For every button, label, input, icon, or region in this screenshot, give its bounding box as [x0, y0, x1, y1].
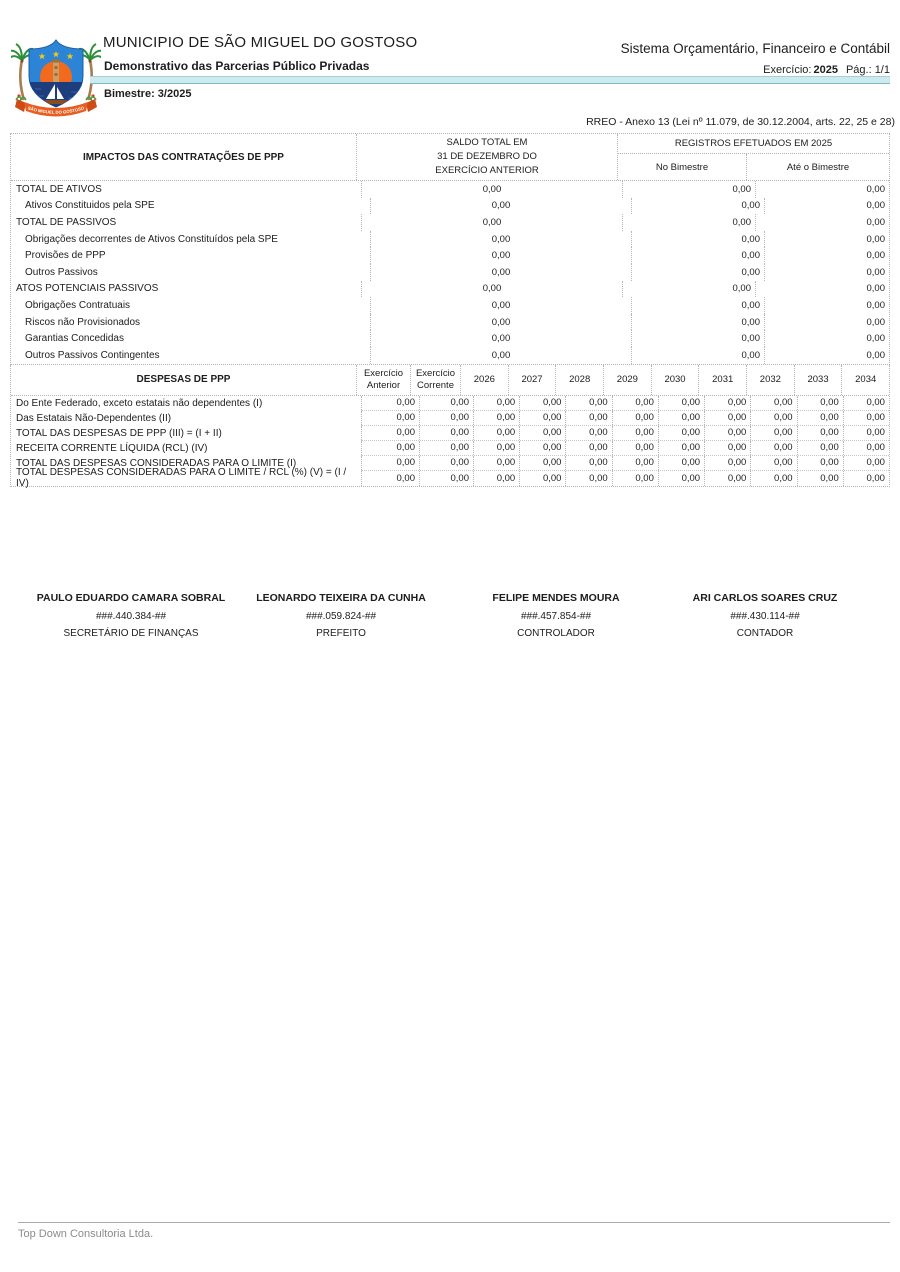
despesas-value-cell: 0,00 [565, 426, 611, 440]
despesas-value-cell: 0,00 [565, 441, 611, 455]
impacts-row-label: Outros Passivos [11, 264, 371, 281]
impacts-ate-bimestre-cell: 0,00 [866, 200, 885, 212]
despesas-value-cell: 0,00 [797, 456, 843, 470]
impacts-row-label: Outros Passivos Contingentes [11, 347, 371, 364]
despesas-value-cell: 0,00 [704, 441, 750, 455]
despesas-value-cell: 0,00 [843, 396, 889, 410]
impacts-saldo-cell: 0,00 [371, 314, 632, 331]
impacts-ate-bimestre-cell: 0,00 [866, 250, 885, 262]
despesas-value-cell: 0,00 [704, 456, 750, 470]
year-column-header: 2031 [698, 365, 746, 395]
system-name: Sistema Orçamentário, Financeiro e Contábil [620, 41, 890, 56]
despesas-value-cell: 0,00 [361, 456, 419, 470]
signer-name: LEONARDO TEIXEIRA DA CUNHA [256, 592, 426, 604]
impacts-saldo-cell: 0,00 [371, 264, 632, 281]
despesas-row-label: TOTAL DAS DESPESAS DE PPP (III) = (I + II) [16, 427, 222, 439]
despesas-value-cell: 0,00 [704, 471, 750, 486]
despesas-value-cell: 0,00 [565, 471, 611, 486]
despesas-value-cell: 0,00 [658, 471, 704, 486]
despesas-row-label: TOTAL DAS DESPESAS CONSIDERADAS PARA O LIMITE (I) [16, 457, 297, 469]
year-column-header: 2026 [460, 365, 508, 395]
impacts-row-label: TOTAL DE ATIVOS [11, 181, 362, 198]
impacts-table-row [11, 214, 889, 231]
impacts-table-row [11, 330, 889, 347]
report-title: Demonstrativo das Parcerias Público Privadas [104, 59, 370, 73]
despesas-value-cell: 0,00 [612, 441, 658, 455]
impacts-table-row [11, 181, 889, 198]
impacts-no-bimestre-cell: 0,00 [632, 231, 765, 248]
impacts-table-row [11, 297, 889, 314]
despesas-column-headers [356, 365, 889, 395]
impacts-saldo-cell: 0,00 [371, 330, 632, 347]
municipality-crest-logo [11, 26, 101, 120]
exercicio-value: 2025 [813, 64, 838, 76]
despesas-value-cell: 0,00 [612, 426, 658, 440]
despesas-value-cell: 0,00 [361, 396, 419, 410]
signer-name: PAULO EDUARDO CAMARA SOBRAL [36, 592, 226, 604]
impacts-ate-bimestre-cell: 0,00 [866, 233, 885, 245]
ex-anterior-line1: Exercício [363, 367, 404, 379]
despesas-table-row [11, 396, 889, 411]
signature-block [446, 592, 666, 639]
year-column-header: 2029 [603, 365, 651, 395]
saldo-line2: 31 DE DEZEMBRO DO [437, 151, 537, 163]
saldo-line1: SALDO TOTAL EM [446, 137, 528, 149]
despesas-value-cell: 0,00 [843, 426, 889, 440]
despesas-table [10, 365, 890, 490]
signature-block [655, 592, 875, 639]
despesas-value-cell: 0,00 [704, 396, 750, 410]
impacts-ate-bimestre-cell: 0,00 [866, 349, 885, 361]
impacts-ate-bimestre-cell: 0,00 [866, 216, 885, 228]
signer-role: SECRETÁRIO DE FINANÇAS [63, 628, 199, 639]
impacts-no-bimestre-cell: 0,00 [632, 347, 765, 364]
despesas-value-cell: 0,00 [519, 411, 565, 425]
despesas-value-cell: 0,00 [843, 471, 889, 486]
despesas-value-cell: 0,00 [473, 396, 519, 410]
despesas-value-cell: 0,00 [843, 456, 889, 470]
year-column-header: 2033 [794, 365, 842, 395]
signer-name: FELIPE MENDES MOURA [492, 592, 620, 604]
despesas-value-cell: 0,00 [843, 411, 889, 425]
impacts-row-label: Provisões de PPP [11, 247, 371, 264]
despesas-value-cell: 0,00 [704, 411, 750, 425]
despesas-value-cell: 0,00 [797, 441, 843, 455]
impacts-saldo-cell: 0,00 [371, 247, 632, 264]
despesas-value-cell: 0,00 [419, 456, 473, 470]
year-column-header: 2030 [651, 365, 699, 395]
despesas-row-label: RECEITA CORRENTE LÍQUIDA (RCL) (IV) [16, 442, 208, 454]
despesas-value-cell: 0,00 [658, 456, 704, 470]
impacts-row-label: Garantias Concedidas [11, 330, 371, 347]
impacts-row-label: Obrigações decorrentes de Ativos Constituídos pela SPE [11, 231, 371, 248]
impacts-no-bimestre-cell: 0,00 [632, 297, 765, 314]
signer-role: CONTADOR [736, 628, 794, 639]
impacts-header-main: IMPACTOS DAS CONTRATAÇÕES DE PPP [11, 134, 357, 180]
despesas-value-cell: 0,00 [519, 441, 565, 455]
impacts-table-row [11, 281, 889, 298]
despesas-value-cell: 0,00 [843, 441, 889, 455]
impacts-saldo-cell: 0,00 [371, 198, 632, 215]
impacts-no-bimestre-cell: 0,00 [632, 198, 765, 215]
shield-icon [29, 40, 83, 108]
despesas-value-cell: 0,00 [473, 456, 519, 470]
impacts-no-bimestre-cell: 0,00 [632, 314, 765, 331]
impacts-row-label: Ativos Constituidos pela SPE [11, 198, 371, 215]
despesas-value-cell: 0,00 [797, 426, 843, 440]
impacts-no-bimestre-cell: 0,00 [632, 330, 765, 347]
despesas-row-label: Do Ente Federado, exceto estatais não dependentes (I) [16, 397, 263, 409]
impacts-table-row [11, 347, 889, 364]
despesas-value-cell: 0,00 [797, 411, 843, 425]
impacts-saldo-cell: 0,00 [362, 181, 623, 198]
impacts-no-bimestre-cell: 0,00 [623, 214, 756, 231]
ex-anterior-line2: Anterior [366, 379, 401, 391]
year-column-header: 2034 [841, 365, 889, 395]
despesas-value-cell: 0,00 [750, 411, 796, 425]
municipality-name: MUNICIPIO DE SÃO MIGUEL DO GOSTOSO [103, 34, 418, 51]
despesas-table-row [11, 411, 889, 426]
signer-document: ###.059.824-## [305, 611, 377, 622]
signature-block [21, 592, 241, 639]
despesas-value-cell: 0,00 [565, 411, 611, 425]
despesas-value-cell: 0,00 [473, 441, 519, 455]
impacts-saldo-cell: 0,00 [362, 214, 623, 231]
impacts-saldo-cell: 0,00 [362, 281, 623, 298]
despesas-value-cell: 0,00 [704, 426, 750, 440]
no-bimestre-header: No Bimestre [618, 154, 747, 180]
impacts-table-row [11, 247, 889, 264]
bimestre-label: Bimestre: 3/2025 [104, 88, 192, 100]
year-column-header: 2028 [555, 365, 603, 395]
despesas-value-cell: 0,00 [473, 471, 519, 486]
impacts-table-row [11, 231, 889, 248]
despesas-value-cell: 0,00 [658, 441, 704, 455]
despesas-value-cell: 0,00 [565, 456, 611, 470]
impacts-no-bimestre-cell: 0,00 [632, 247, 765, 264]
footer-divider [18, 1222, 890, 1223]
despesas-table-row [11, 426, 889, 441]
despesas-value-cell: 0,00 [519, 396, 565, 410]
signer-document: ###.457.854-## [520, 611, 592, 622]
despesas-value-cell: 0,00 [750, 441, 796, 455]
impacts-row-label: Obrigações Contratuais [11, 297, 371, 314]
impacts-table-body [11, 181, 889, 364]
impacts-table-row [11, 314, 889, 331]
impacts-header-saldo [357, 134, 618, 180]
despesas-value-cell: 0,00 [473, 426, 519, 440]
ex-corrente-line2: Corrente [417, 379, 454, 391]
ate-bimestre-header: Até o Bimestre [786, 161, 850, 173]
lighthouse-icon [52, 60, 60, 84]
ex-corrente-line1: Exercício [415, 367, 456, 379]
despesas-table-row [11, 441, 889, 456]
despesas-value-cell: 0,00 [361, 471, 419, 486]
impacts-saldo-cell: 0,00 [371, 347, 632, 364]
despesas-value-cell: 0,00 [658, 411, 704, 425]
crest-svg [11, 26, 101, 120]
despesas-value-cell: 0,00 [750, 426, 796, 440]
impacts-row-label: TOTAL DE PASSIVOS [11, 214, 362, 231]
despesas-value-cell: 0,00 [519, 456, 565, 470]
report-tables [10, 133, 890, 490]
impacts-ate-bimestre-cell: 0,00 [866, 283, 885, 295]
impacts-ate-bimestre-cell: 0,00 [866, 183, 885, 195]
impacts-table [10, 133, 890, 365]
impacts-table-header [11, 134, 889, 181]
despesas-value-cell: 0,00 [797, 471, 843, 486]
exercise-page-line [763, 64, 890, 76]
despesas-value-cell: 0,00 [750, 396, 796, 410]
exercicio-anterior-header [356, 365, 410, 395]
impacts-table-row [11, 198, 889, 215]
impacts-ate-bimestre-cell: 0,00 [866, 299, 885, 311]
page-indicator: Pág.: 1/1 [845, 64, 890, 76]
year-column-header: 2027 [508, 365, 556, 395]
impacts-row-label: Riscos não Provisionados [11, 314, 371, 331]
despesas-table-row [11, 467, 889, 490]
signer-role: PREFEITO [316, 628, 366, 639]
impacts-ate-bimestre-cell: 0,00 [866, 333, 885, 345]
despesas-table-body [11, 396, 889, 490]
signer-document: ###.430.114-## [730, 611, 800, 622]
despesas-value-cell: 0,00 [797, 396, 843, 410]
despesas-row-label: Das Estatais Não-Dependentes (II) [16, 412, 172, 424]
annex-reference: RREO - Anexo 13 (Lei nº 11.079, de 30.12.2004, arts. 22, 25 e 28) [586, 116, 895, 128]
despesas-value-cell: 0,00 [419, 426, 473, 440]
despesas-value-cell: 0,00 [361, 441, 419, 455]
despesas-value-cell: 0,00 [419, 441, 473, 455]
despesas-value-cell: 0,00 [361, 411, 419, 425]
impacts-header-registros-group [618, 134, 889, 180]
impacts-no-bimestre-cell: 0,00 [623, 181, 756, 198]
registros-header: REGISTROS EFETUADOS EM 2025 [618, 134, 889, 154]
impacts-table-row [11, 264, 889, 281]
despesas-value-cell: 0,00 [361, 426, 419, 440]
year-column-header: 2032 [746, 365, 794, 395]
impacts-no-bimestre-cell: 0,00 [623, 281, 756, 298]
despesas-value-cell: 0,00 [565, 396, 611, 410]
ribbon-text: SÃO MIGUEL DO GOSTOSO [27, 105, 85, 115]
despesas-value-cell: 0,00 [658, 396, 704, 410]
despesas-header-main: DESPESAS DE PPP [136, 374, 231, 386]
despesas-value-cell: 0,00 [519, 471, 565, 486]
despesas-value-cell: 0,00 [612, 471, 658, 486]
despesas-value-cell: 0,00 [612, 411, 658, 425]
impacts-ate-bimestre-cell: 0,00 [866, 266, 885, 278]
despesas-value-cell: 0,00 [419, 396, 473, 410]
signer-role: CONTROLADOR [517, 628, 595, 639]
exercicio-label: Exercício: [763, 64, 812, 76]
impacts-no-bimestre-cell: 0,00 [632, 264, 765, 281]
despesas-value-cell: 0,00 [419, 411, 473, 425]
despesas-value-cell: 0,00 [612, 456, 658, 470]
impacts-ate-bimestre-cell: 0,00 [866, 316, 885, 328]
despesas-value-cell: 0,00 [658, 426, 704, 440]
despesas-value-cell: 0,00 [612, 396, 658, 410]
impacts-saldo-cell: 0,00 [371, 297, 632, 314]
signer-name: ARI CARLOS SOARES CRUZ [692, 592, 838, 604]
signature-block [231, 592, 451, 639]
despesas-table-header [11, 365, 889, 396]
impacts-saldo-cell: 0,00 [371, 231, 632, 248]
despesas-value-cell: 0,00 [473, 411, 519, 425]
header-divider [90, 76, 890, 84]
despesas-value-cell: 0,00 [419, 471, 473, 486]
despesas-row-label: TOTAL DESPESAS CONSIDERADAS PARA O LIMITE / RCL (%) (V) = (I / IV) [16, 467, 347, 490]
saldo-line3: EXERCÍCIO ANTERIOR [435, 164, 539, 176]
impacts-row-label: ATOS POTENCIAIS PASSIVOS [11, 281, 362, 298]
despesas-value-cell: 0,00 [519, 426, 565, 440]
despesas-value-cell: 0,00 [750, 471, 796, 486]
despesas-value-cell: 0,00 [750, 456, 796, 470]
exercicio-corrente-header [410, 365, 460, 395]
signer-document: ###.440.384-## [95, 611, 167, 622]
footer-company: Top Down Consultoria Ltda. [18, 1228, 154, 1240]
